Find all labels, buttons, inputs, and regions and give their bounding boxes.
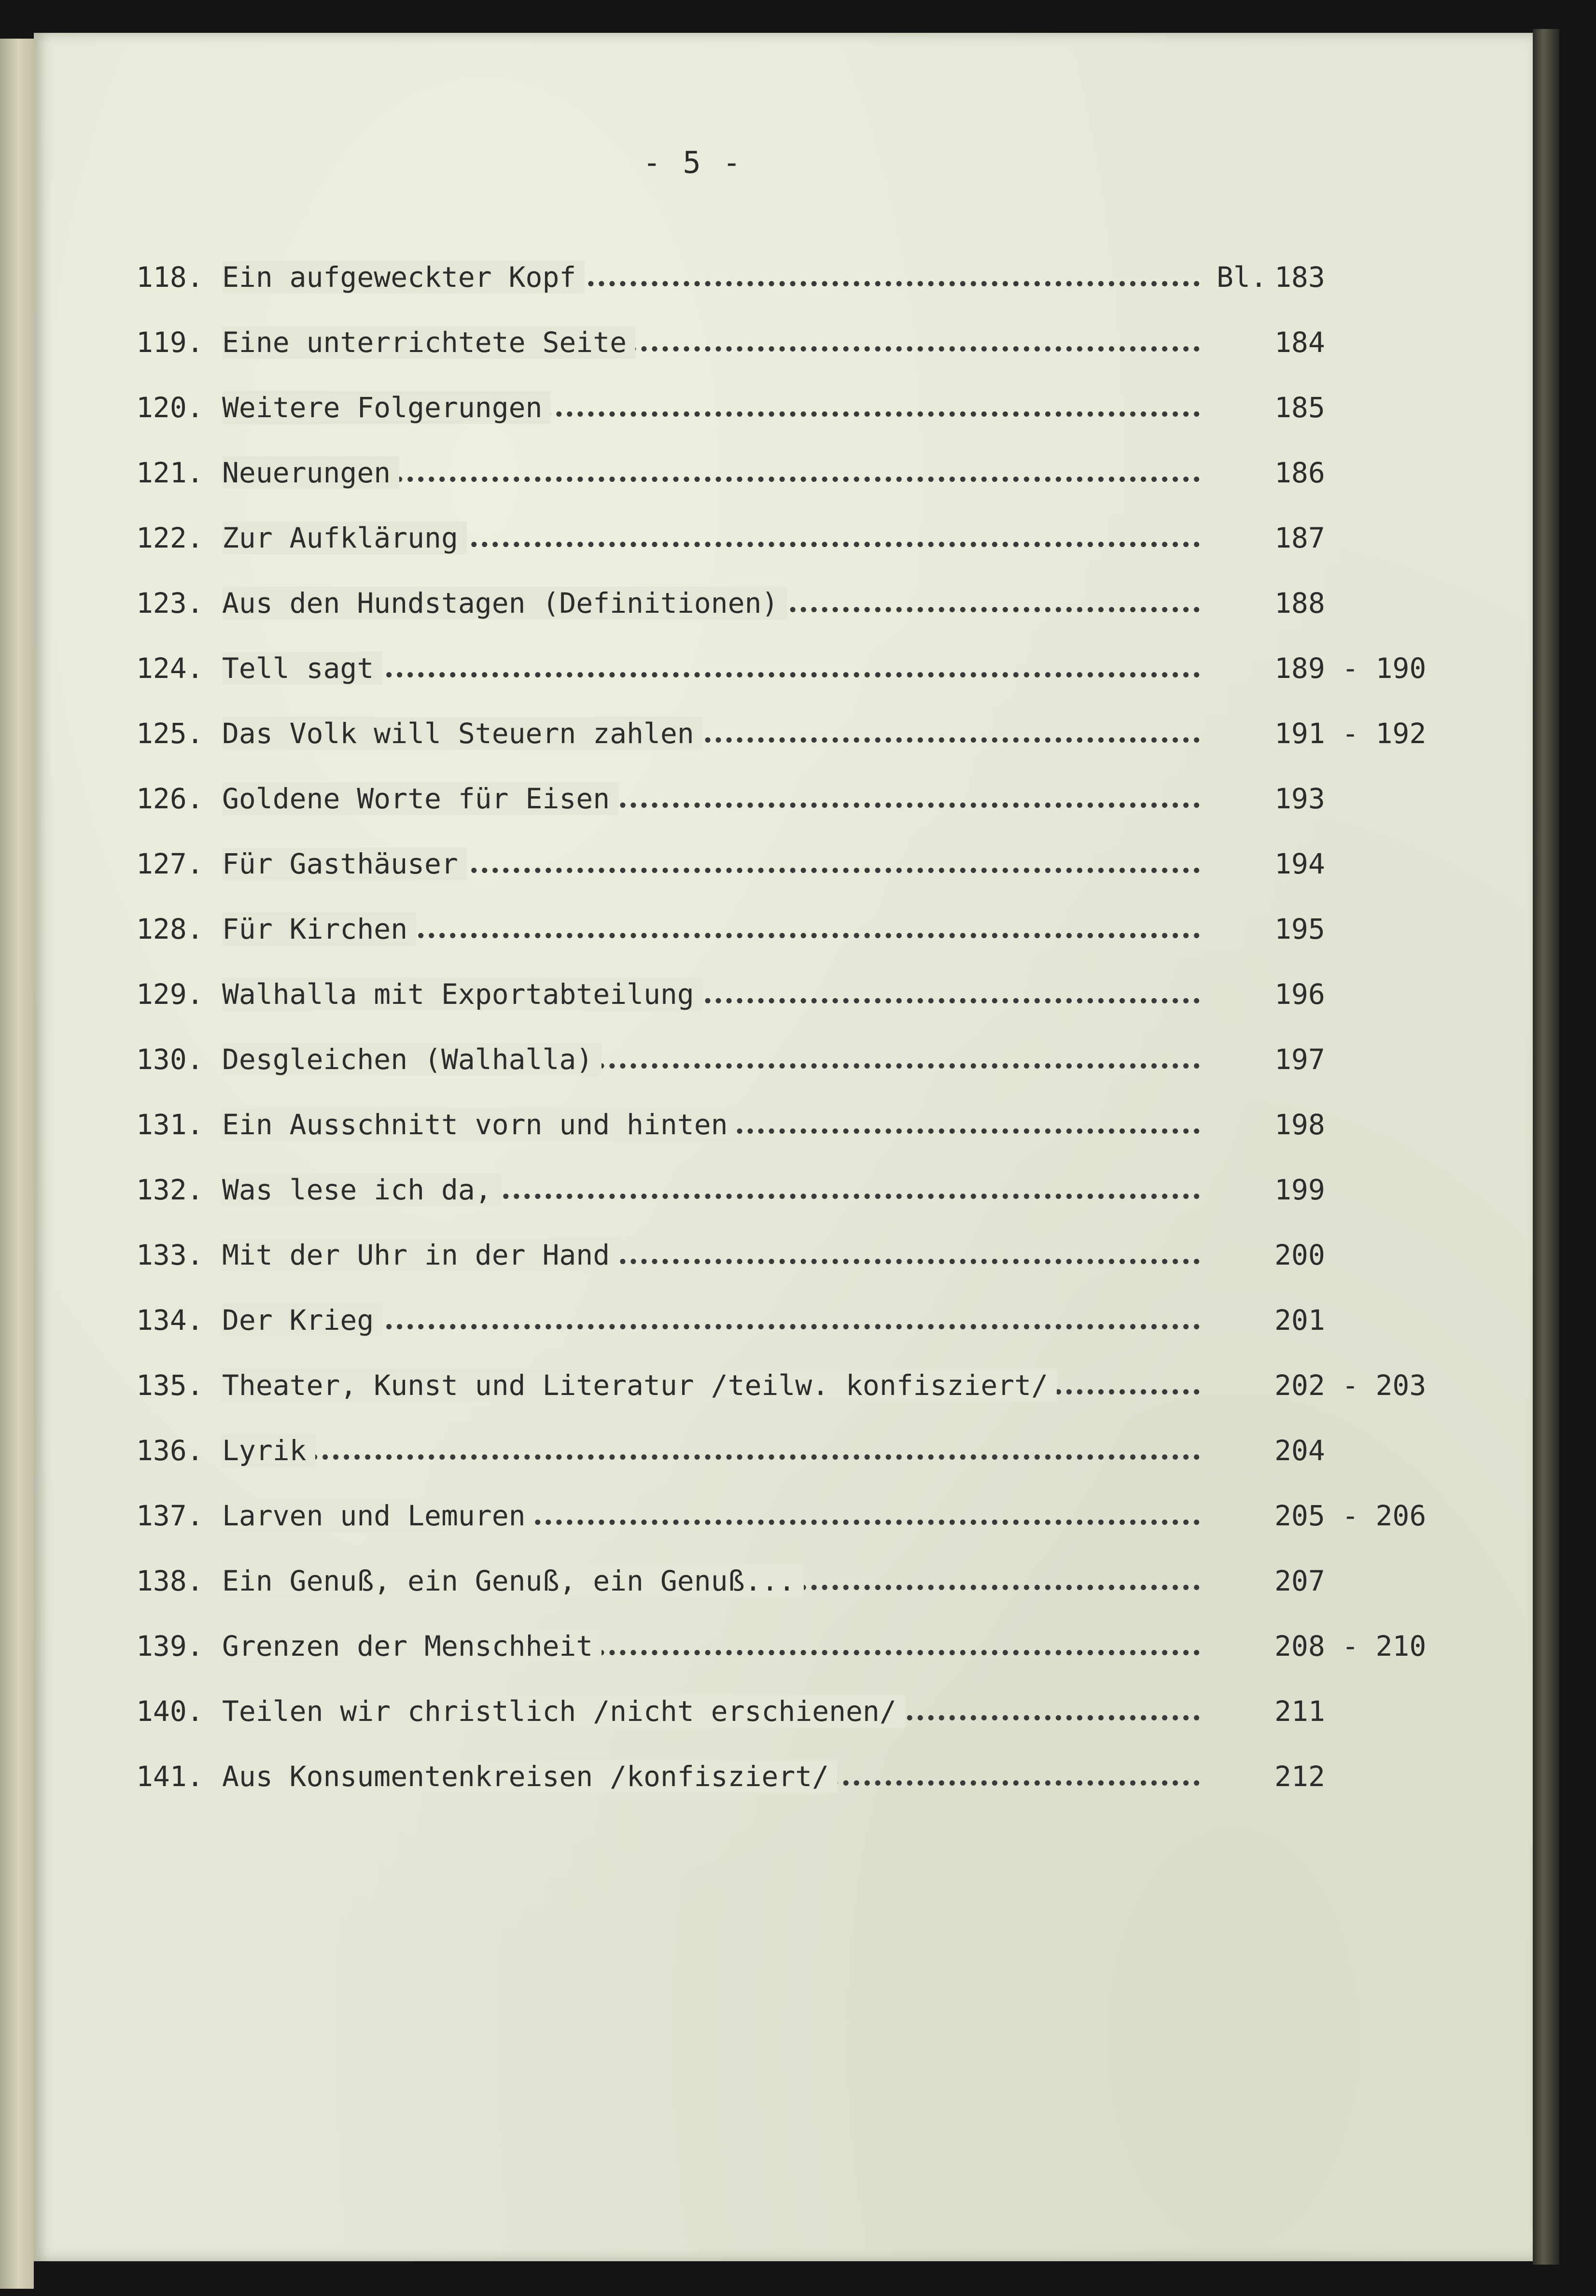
leaf-prefix: Bl. [1217,261,1267,294]
entry-pages: 191 - 192 [1274,717,1427,750]
table-of-contents [0,251,1596,1820]
entry-number: 130. [136,1043,204,1076]
entry-number: 127. [136,847,204,880]
toc-row [0,381,1596,435]
entry-title: Mit der Uhr in der Hand [222,1239,618,1271]
entry-title: Ein aufgeweckter Kopf [222,261,585,294]
toc-row [0,1555,1596,1608]
entry-pages: 211 [1274,1695,1325,1728]
entry-title: Eine unterrichtete Seite [222,326,635,359]
entry-pages: 194 [1274,847,1325,880]
toc-row [0,577,1596,630]
entry-pages: 197 [1274,1043,1325,1076]
entry-number: 139. [136,1630,204,1662]
entry-number: 123. [136,587,204,620]
entry-number: 129. [136,978,204,1011]
entry-pages: 186 [1274,456,1325,489]
toc-row [0,512,1596,565]
entry-number: 118. [136,261,204,294]
entry-number: 131. [136,1108,204,1141]
entry-title: Zur Aufklärung [222,521,467,554]
entry-title: Das Volk will Steuern zahlen [222,717,703,750]
entry-pages: 207 [1274,1564,1325,1597]
toc-row [0,1294,1596,1347]
entry-number: 136. [136,1434,204,1467]
entry-title: Weitere Folgerungen [222,391,551,424]
entry-number: 121. [136,456,204,489]
entry-pages: 212 [1274,1760,1325,1793]
toc-row [0,642,1596,695]
toc-row [0,1490,1596,1543]
entry-pages: 183 [1274,261,1325,294]
entry-number: 141. [136,1760,204,1793]
entry-title: Lyrik [222,1434,315,1467]
entry-title: Larven und Lemuren [222,1499,534,1532]
entry-number: 124. [136,652,204,685]
entry-title: Neuerungen [222,456,399,489]
entry-pages: 201 [1274,1304,1325,1337]
toc-row [0,1620,1596,1673]
entry-title: Für Kirchen [222,913,416,945]
entry-title: Aus Konsumentenkreisen /konfisziert/ [222,1760,838,1793]
entry-pages: 187 [1274,521,1325,554]
entry-pages: 204 [1274,1434,1325,1467]
entry-number: 134. [136,1304,204,1337]
entry-title: Aus den Hundstagen (Definitionen) [222,587,787,620]
toc-row [0,773,1596,826]
entry-title: Walhalla mit Exportabteilung [222,978,703,1011]
entry-pages: 193 [1274,782,1325,815]
entry-number: 132. [136,1173,204,1206]
entry-number: 125. [136,717,204,750]
entry-pages: 205 - 206 [1274,1499,1427,1532]
entry-title: Für Gasthäuser [222,847,467,880]
toc-row [0,968,1596,1021]
entry-number: 133. [136,1239,204,1271]
toc-row [0,838,1596,891]
toc-row [0,707,1596,761]
toc-row [0,903,1596,956]
entry-number: 138. [136,1564,204,1597]
entry-title: Grenzen der Menschheit [222,1630,602,1662]
toc-row [0,1685,1596,1738]
entry-pages: 208 - 210 [1274,1630,1427,1662]
toc-row [0,1359,1596,1412]
entry-title: Der Krieg [222,1304,382,1337]
entry-pages: 202 - 203 [1274,1369,1427,1402]
toc-row [0,1424,1596,1478]
entry-pages: 189 - 190 [1274,652,1427,685]
entry-number: 120. [136,391,204,424]
entry-number: 122. [136,521,204,554]
entry-pages: 199 [1274,1173,1325,1206]
toc-row [0,1099,1596,1152]
entry-title: Was lese ich da, [222,1173,501,1206]
entry-title: Tell sagt [222,652,382,685]
entry-pages: 188 [1274,587,1325,620]
toc-row [0,316,1596,369]
entry-title: Ein Ausschnitt vorn und hinten [222,1108,737,1141]
entry-pages: 184 [1274,326,1325,359]
entry-number: 126. [136,782,204,815]
entry-title: Theater, Kunst und Literatur /teilw. konfisziert/ [222,1369,1057,1402]
toc-row [0,1750,1596,1803]
entry-number: 137. [136,1499,204,1532]
entry-pages: 185 [1274,391,1325,424]
entry-pages: 198 [1274,1108,1325,1141]
entry-title: Teilen wir christlich /nicht erschienen/ [222,1695,905,1728]
toc-row [0,447,1596,500]
toc-row [0,251,1596,304]
entry-title: Goldene Worte für Eisen [222,782,618,815]
toc-row [0,1229,1596,1282]
entry-title: Ein Genuß, ein Genuß, ein Genuß... [222,1564,804,1597]
toc-row [0,1033,1596,1086]
dot-leader [227,1454,1200,1460]
entry-pages: 200 [1274,1239,1325,1271]
entry-number: 119. [136,326,204,359]
entry-number: 135. [136,1369,204,1402]
entry-number: 128. [136,913,204,945]
entry-pages: 195 [1274,913,1325,945]
entry-number: 140. [136,1695,204,1728]
entry-pages: 196 [1274,978,1325,1011]
toc-row [0,1164,1596,1217]
page-number: - 5 - [643,145,743,180]
entry-title: Desgleichen (Walhalla) [222,1043,602,1076]
